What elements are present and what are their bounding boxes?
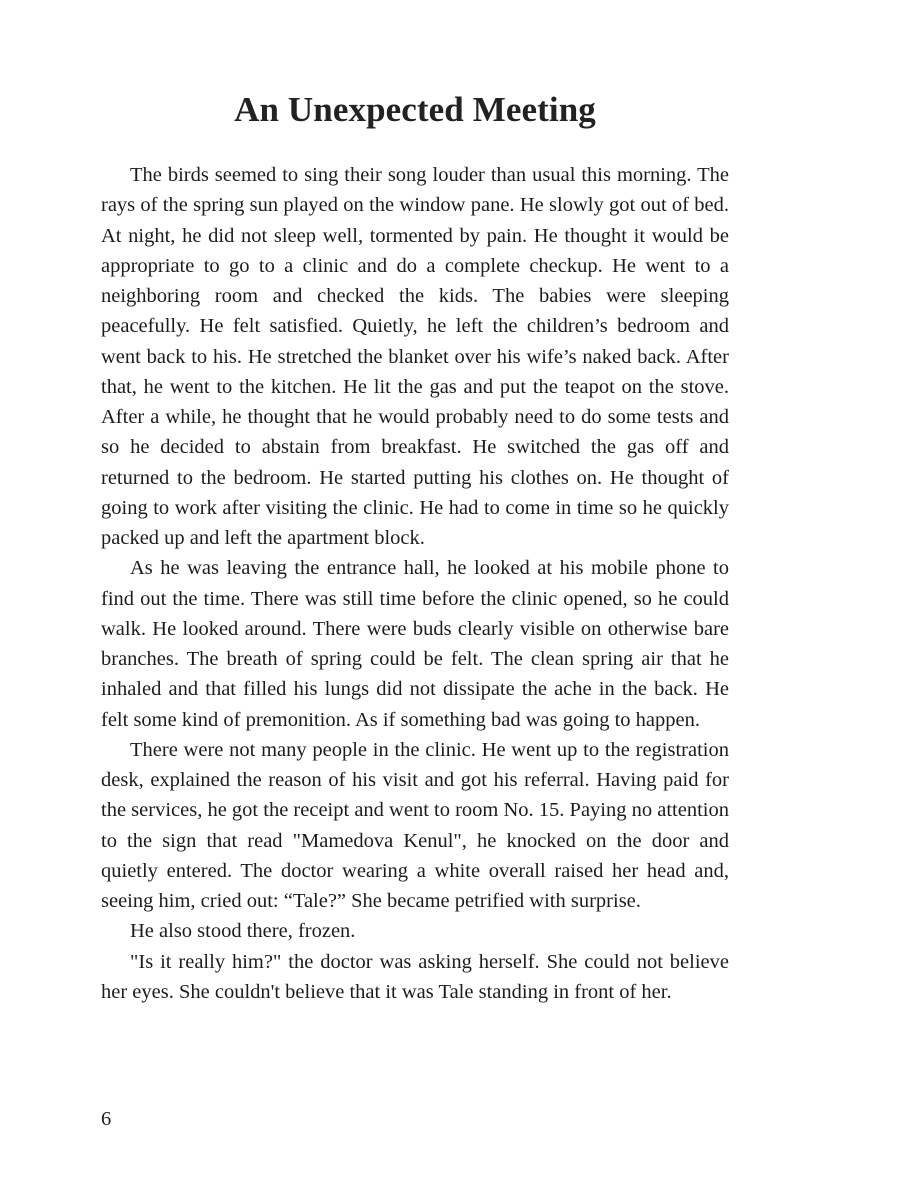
paragraph: The birds seemed to sing their song louder than usual this morning. The rays of the spring sun played on the window pane. He slowly got out of bed. At night, he did not sleep well, tormented by pain. He thought it would be appropriate to go to a clinic and do a complete checkup. He went to a neighboring room and checked the kids. The babies were sleeping peacefully. He felt satisfied. Quietly, he left the children’s bedroom and went back to his. He stretched the blanket over his wife’s naked back. After that, he went to the kitchen. He lit the gas and put the teapot on the stove. After a while, he thought that he would probably need to do some tests and so he decided to abstain from breakfast. He switched the gas off and returned to the bedroom. He started putting his clothes on. He thought of going to work after visiting the clinic. He had to come in time so he quickly packed up and left the apartment block. xyxy=(101,164,729,549)
paragraph: "Is it really him?" the doctor was asking herself. She could not believe her eyes. She couldn't believe that it was Tale standing in front of her. xyxy=(101,950,729,1003)
paragraph: As he was leaving the entrance hall, he looked at his mobile phone to find out the time. There was still time before the clinic opened, so he could walk. He looked around. There were buds clearly visible on otherwise bare branches. The breath of spring could be felt. The clean spring air that he inhaled and that filled his lungs did not dissipate the ache in the back. He felt some kind of premonition. As if something bad was going to happen. xyxy=(101,557,729,731)
paragraph: There were not many people in the clinic. He went up to the registration desk, explained the reason of his visit and got his referral. Having paid for the services, he got the receipt and went to room No. 15. Paying no attention to the sign that read "Mamedova Kenul", he knocked on the door and quietly entered. The doctor wearing a white overall raised her head and, seeing him, cried out: “Tale?” She became petrified with surprise. xyxy=(101,738,729,912)
paragraph: He also stood there, frozen. xyxy=(130,920,356,943)
page-number: 6 xyxy=(101,1108,112,1130)
chapter-title: An Unexpected Meeting xyxy=(234,90,596,129)
chapter-body xyxy=(101,160,729,1007)
